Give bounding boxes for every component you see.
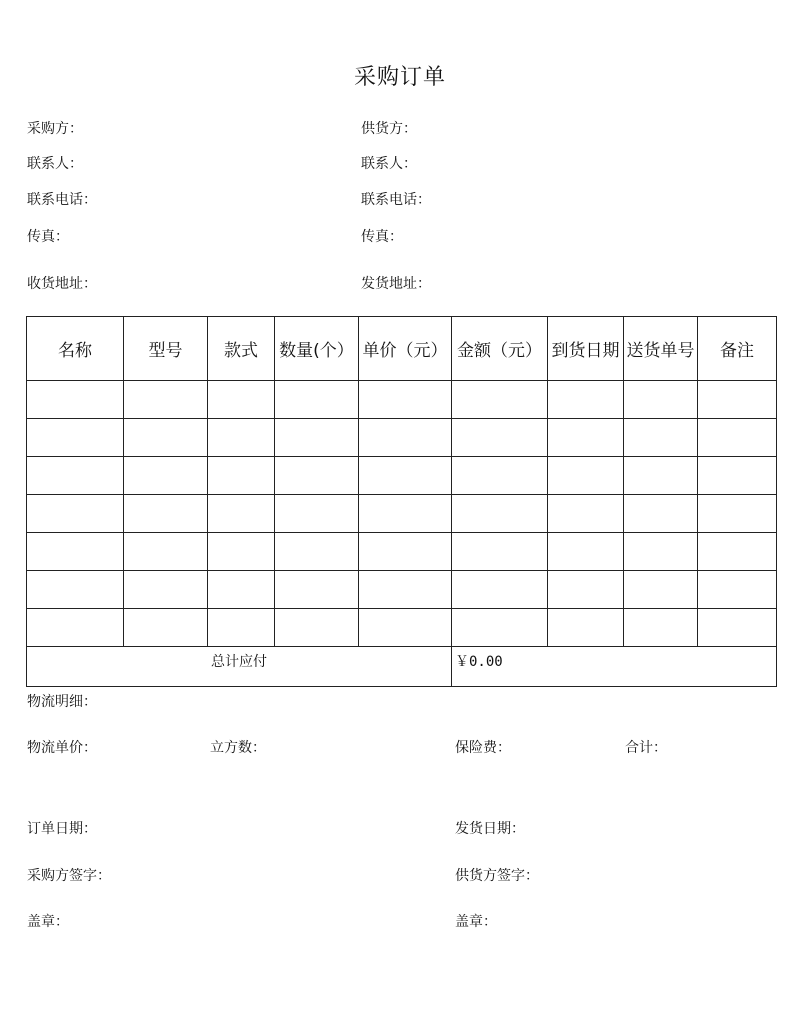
logistics-insurance-label: 保险费： bbox=[455, 740, 511, 756]
table-row[interactable] bbox=[27, 533, 777, 571]
table-row[interactable] bbox=[27, 381, 777, 419]
supplier-contact-label: 联系人： bbox=[361, 156, 417, 172]
table-header-row bbox=[27, 317, 777, 381]
header-amount: 金额（元） bbox=[452, 317, 548, 381]
logistics-unit-price-label: 物流单价： bbox=[27, 740, 97, 756]
header-quantity: 数量(个） bbox=[275, 317, 359, 381]
supplier-fax-label: 传真： bbox=[361, 229, 403, 245]
ship-address-label: 发货地址： bbox=[361, 276, 431, 292]
header-style: 款式 bbox=[208, 317, 275, 381]
order-table bbox=[26, 316, 777, 687]
logistics-title: 物流明细： bbox=[27, 694, 97, 710]
buyer-label: 采购方： bbox=[27, 121, 83, 137]
header-unit-price: 单价（元） bbox=[359, 317, 452, 381]
header-remarks: 备注 bbox=[698, 317, 777, 381]
total-row bbox=[27, 647, 777, 687]
table-row[interactable] bbox=[27, 457, 777, 495]
buyer-fax-label: 传真： bbox=[27, 229, 69, 245]
page-title: 采购订单 bbox=[353, 65, 446, 90]
buyer-contact-label: 联系人： bbox=[27, 156, 83, 172]
logistics-volume-label: 立方数： bbox=[210, 740, 266, 756]
table-row[interactable] bbox=[27, 495, 777, 533]
table-row[interactable] bbox=[27, 609, 777, 647]
supplier-phone-label: 联系电话： bbox=[361, 192, 431, 208]
total-label: 总计应付 bbox=[27, 647, 452, 687]
order-date-label: 订单日期： bbox=[27, 821, 97, 837]
buyer-seal-label: 盖章： bbox=[27, 914, 69, 930]
receive-address-label: 收货地址： bbox=[27, 276, 97, 292]
header-delivery-no: 送货单号 bbox=[624, 317, 698, 381]
buyer-phone-label: 联系电话： bbox=[27, 192, 97, 208]
supplier-label: 供货方： bbox=[361, 121, 417, 137]
supplier-sign-label: 供货方签字： bbox=[455, 868, 539, 884]
total-value: ￥0.00 bbox=[452, 647, 777, 687]
header-arrival-date: 到货日期 bbox=[548, 317, 624, 381]
header-model: 型号 bbox=[124, 317, 208, 381]
buyer-sign-label: 采购方签字： bbox=[27, 868, 111, 884]
table-row[interactable] bbox=[27, 571, 777, 609]
header-name: 名称 bbox=[27, 317, 124, 381]
ship-date-label: 发货日期： bbox=[455, 821, 525, 837]
table-row[interactable] bbox=[27, 419, 777, 457]
supplier-seal-label: 盖章： bbox=[455, 914, 497, 930]
logistics-total-label: 合计： bbox=[625, 740, 667, 756]
